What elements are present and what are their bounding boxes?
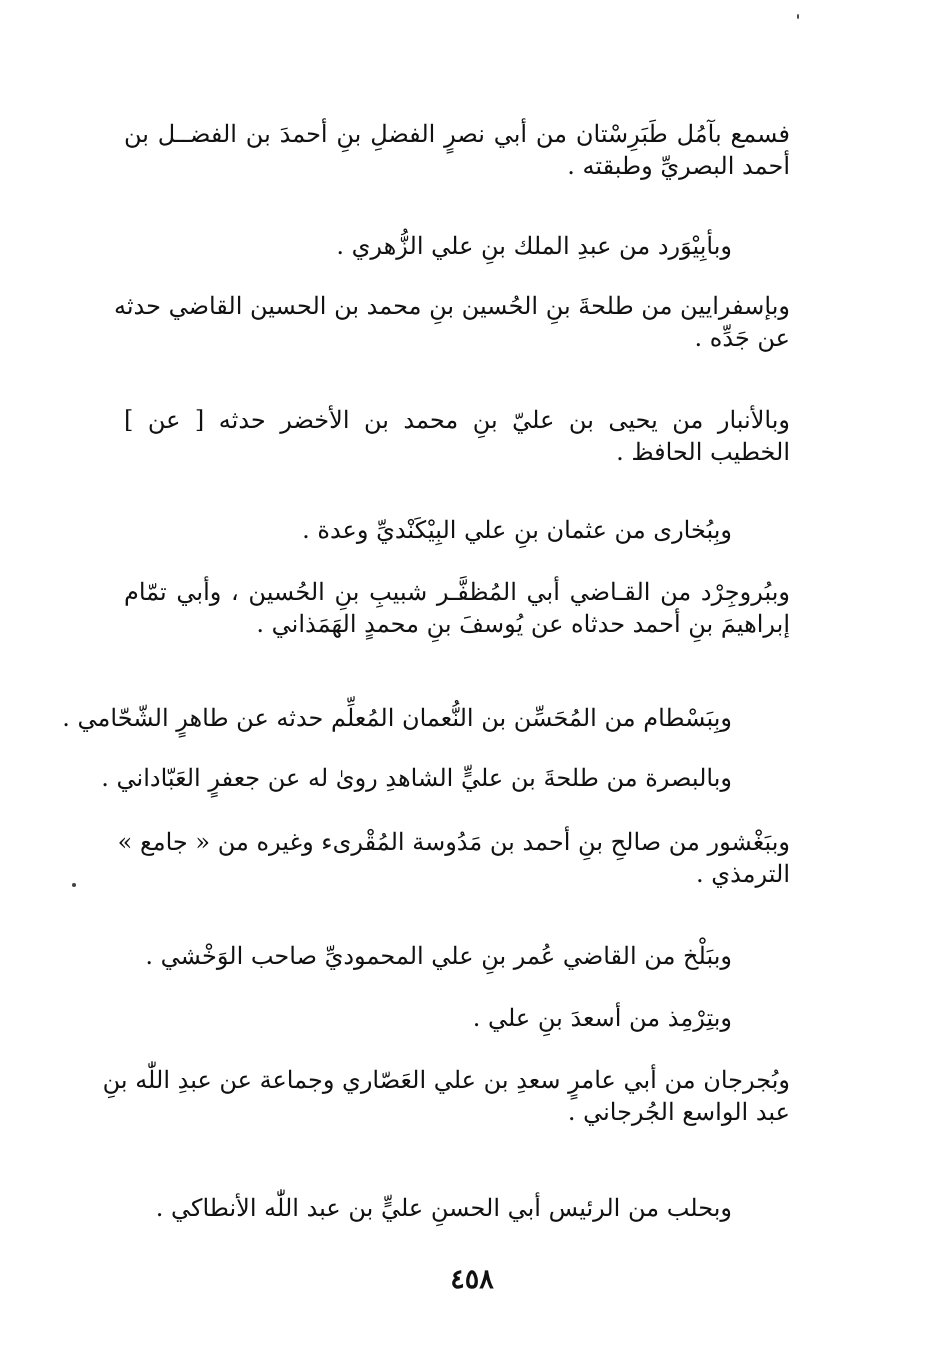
paragraph-amul [124,118,790,182]
text-line: وبأبِيْوَرد من عبدِ الملك بنِ علي الزُّهري . [336,232,732,260]
text-line: وببُروجِرْد من القـاضي أبي المُظفَّـر شبيبِ بنِ الحُسين ، وأبي تمّام [124,578,790,606]
paragraph-anbar [124,404,790,468]
paragraph-baghshur [117,826,790,890]
text-line: وبحلب من الرئيس أبي الحسنِ عليٍّ بن عبد اللّٰه الأنطاكي . [155,1194,732,1222]
page-number: ٤٥٨ [450,1264,494,1295]
text-line: وبإسفرايين من طلحةَ بنِ الحُسين بنِ محمد بن الحسين القاضي حدثه [113,292,790,320]
text-line: إبراهيمَ بنِ أحمد حدثاه عن يُوسفَ بنِ محمدٍ الهَمَذاني . [256,610,790,638]
scan-speck [797,14,799,19]
paragraph-jurjan [102,1064,790,1128]
text-line: وببَلْخ من القاضي عُمر بنِ علي المحموديِّ صاحب الوَخْشي . [145,942,732,970]
paragraph-basra [101,762,732,794]
paragraph-bistam [62,702,732,734]
text-line: وبالأنبار من يحيى بن عليّ بنِ محمد بن الأخضر حدثه [ عن ] [124,406,790,434]
paragraph-halab [156,1192,732,1224]
text-line: وبِبُخارى من عثمان بنِ علي البِيْكَنْديِّ وعدة . [302,516,732,544]
paragraph-bukhara [302,514,732,546]
text-line: أحمد البصريِّ وطبقته . [567,152,790,180]
paragraph-burujird [124,576,790,640]
text-line: وبالبصرة من طلحةَ بن عليٍّ الشاهدِ روىٰ له عن جعفرٍ العَبّاداني . [101,764,732,792]
text-line: الخطيب الحافظ . [616,438,790,466]
paragraph-isfarayin [113,290,790,354]
text-line: وبُجرجان من أبي عامرٍ سعدِ بن علي العَصّاري وجماعة عن عبدِ اللّٰه بنِ [102,1066,790,1094]
text-line: عبد الواسع الجُرجاني . [567,1098,790,1126]
text-line: وبِبَسْطام من المُحَسِّن بن النُّعمان المُعلِّم حدثه عن طاهرٍ الشّحّامي . [62,704,732,732]
scan-speck [72,883,76,887]
text-line: فسمع بآمُل طَبَرِسْتان من أبي نصرٍ الفضلِ بنِ أحمدَ بن الفضــل بن [124,120,790,148]
text-line: عن جَدِّه . [694,324,790,352]
text-line: وببَغْشور من صالحِ بنِ أحمد بن مَدُوسة المُقْرىء وغيره من « جامع » [117,828,790,856]
text-line: الترمذي . [696,860,790,888]
paragraph-balkh [145,940,732,972]
text-line: وبتِرْمِذ من أسعدَ بنِ علي . [472,1004,732,1032]
paragraph-abiward [336,230,732,262]
paragraph-tirmidh [473,1002,732,1034]
